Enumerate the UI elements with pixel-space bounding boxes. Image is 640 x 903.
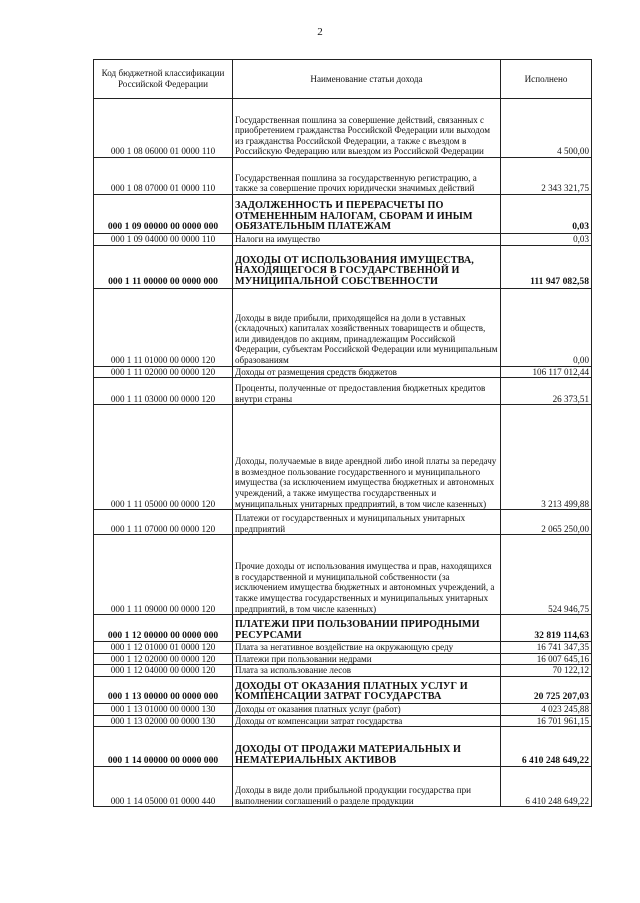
name-cell: Государственная пошлина за государственную регистрацию, а также за совершение прочих юридически значимых действий — [233, 158, 501, 195]
table-row — [94, 195, 592, 234]
revenue-table — [93, 59, 592, 807]
name-cell: Доходы, получаемые в виде арендной либо иной платы за передачу в возмездное пользование государственного и муниципального имущества (за исключением имущества бюджетных и автономных учреждений, а также имущества государственных и муниципальных унитарных предприятий, в том числе казенных) — [233, 405, 501, 510]
amount-cell: 16 007 645,16 — [501, 653, 592, 665]
name-cell: ЗАДОЛЖЕННОСТЬ И ПЕРЕРАСЧЕТЫ ПО ОТМЕНЕННЫМ НАЛОГАМ, СБОРАМ И ИНЫМ ОБЯЗАТЕЛЬНЫМ ПЛАТЕЖАМ — [233, 195, 501, 234]
header-name: Наименование статьи дохода — [233, 60, 501, 99]
amount-cell: 6 410 248 649,22 — [501, 767, 592, 807]
amount-cell: 16 741 347,35 — [501, 642, 592, 654]
name-cell: Доходы в виде прибыли, приходящейся на доли в уставных (складочных) капиталах хозяйственных товариществ и обществ, или дивидендов по акциям, принадлежащим Российской Федерации, субъектам Российской Федерации или муниципальным образованиям — [233, 288, 501, 366]
table-row — [94, 615, 592, 642]
code-cell: 000 1 14 05000 01 0000 440 — [94, 767, 233, 807]
code-cell: 000 1 14 00000 00 0000 000 — [94, 727, 233, 767]
name-cell: Доходы от оказания платных услуг (работ) — [233, 703, 501, 715]
name-cell: Плата за негативное воздействие на окружающую среду — [233, 642, 501, 654]
code-cell: 000 1 11 05000 00 0000 120 — [94, 405, 233, 510]
table-row — [94, 665, 592, 677]
amount-cell: 26 373,51 — [501, 378, 592, 405]
code-cell: 000 1 13 02000 00 0000 130 — [94, 715, 233, 727]
code-cell: 000 1 11 09000 00 0000 120 — [94, 535, 233, 615]
amount-cell: 2 343 321,75 — [501, 158, 592, 195]
table-row — [94, 715, 592, 727]
code-cell: 000 1 12 02000 00 0000 120 — [94, 653, 233, 665]
table-row — [94, 653, 592, 665]
name-cell: Доходы в виде доли прибыльной продукции государства при выполнении соглашений о разделе продукции — [233, 767, 501, 807]
code-cell: 000 1 09 00000 00 0000 000 — [94, 195, 233, 234]
page-number: 2 — [317, 26, 323, 38]
code-cell: 000 1 09 04000 00 0000 110 — [94, 234, 233, 246]
table-row — [94, 158, 592, 195]
code-cell: 000 1 08 07000 01 0000 110 — [94, 158, 233, 195]
header-code: Код бюджетной классификации Российской Федерации — [94, 60, 233, 99]
table-row — [94, 642, 592, 654]
amount-cell: 111 947 082,58 — [501, 245, 592, 288]
amount-cell: 0,03 — [501, 195, 592, 234]
name-cell: Проценты, полученные от предоставления бюджетных кредитов внутри страны — [233, 378, 501, 405]
amount-cell: 524 946,75 — [501, 535, 592, 615]
table-row — [94, 245, 592, 288]
amount-cell: 20 725 207,03 — [501, 676, 592, 703]
name-cell: ДОХОДЫ ОТ ОКАЗАНИЯ ПЛАТНЫХ УСЛУГ И КОМПЕНСАЦИИ ЗАТРАТ ГОСУДАРСТВА — [233, 676, 501, 703]
name-cell: Прочие доходы от использования имущества и прав, находящихся в государственной и муниципальной собственности (за исключением имущества бюджетных и автономных учреждений, а также имущества государственных и муниципальных унитарных предприятий, в том числе казенных) — [233, 535, 501, 615]
table-row — [94, 234, 592, 246]
amount-cell: 0,03 — [501, 234, 592, 246]
table-row — [94, 703, 592, 715]
name-cell: Доходы от компенсации затрат государства — [233, 715, 501, 727]
table-row — [94, 727, 592, 767]
amount-cell: 32 819 114,63 — [501, 615, 592, 642]
amount-cell: 106 117 012,44 — [501, 366, 592, 378]
name-cell: Платежи при пользовании недрами — [233, 653, 501, 665]
table-body — [94, 99, 592, 807]
table-row — [94, 767, 592, 807]
code-cell: 000 1 08 06000 01 0000 110 — [94, 99, 233, 158]
table-row — [94, 510, 592, 535]
name-cell: Плата за использование лесов — [233, 665, 501, 677]
amount-cell: 4 023 245,88 — [501, 703, 592, 715]
amount-cell: 6 410 248 649,22 — [501, 727, 592, 767]
header-amount: Исполнено — [501, 60, 592, 99]
code-cell: 000 1 11 02000 00 0000 120 — [94, 366, 233, 378]
table-row — [94, 378, 592, 405]
table-row — [94, 676, 592, 703]
table-row — [94, 288, 592, 366]
code-cell: 000 1 12 00000 00 0000 000 — [94, 615, 233, 642]
code-cell: 000 1 11 03000 00 0000 120 — [94, 378, 233, 405]
name-cell: Платежи от государственных и муниципальных унитарных предприятий — [233, 510, 501, 535]
name-cell: Доходы от размещения средств бюджетов — [233, 366, 501, 378]
name-cell: Государственная пошлина за совершение действий, связанных с приобретением гражданства Российской Федерации или выходом из гражданства Российской Федерации, а также с въездом в Российскую Федерацию или выездом из Российской Федерации — [233, 99, 501, 158]
code-cell: 000 1 13 01000 00 0000 130 — [94, 703, 233, 715]
amount-cell: 2 065 250,00 — [501, 510, 592, 535]
amount-cell: 0,00 — [501, 288, 592, 366]
name-cell: ДОХОДЫ ОТ ИСПОЛЬЗОВАНИЯ ИМУЩЕСТВА, НАХОДЯЩЕГОСЯ В ГОСУДАРСТВЕННОЙ И МУНИЦИПАЛЬНОЙ СОБСТВЕННОСТИ — [233, 245, 501, 288]
table-row — [94, 99, 592, 158]
code-cell: 000 1 12 04000 00 0000 120 — [94, 665, 233, 677]
table-row — [94, 535, 592, 615]
code-cell: 000 1 11 01000 00 0000 120 — [94, 288, 233, 366]
table-row — [94, 366, 592, 378]
name-cell: Налоги на имущество — [233, 234, 501, 246]
name-cell: ДОХОДЫ ОТ ПРОДАЖИ МАТЕРИАЛЬНЫХ И НЕМАТЕРИАЛЬНЫХ АКТИВОВ — [233, 727, 501, 767]
amount-cell: 16 701 961,15 — [501, 715, 592, 727]
code-cell: 000 1 12 01000 01 0000 120 — [94, 642, 233, 654]
amount-cell: 70 122,12 — [501, 665, 592, 677]
code-cell: 000 1 13 00000 00 0000 000 — [94, 676, 233, 703]
amount-cell: 4 500,00 — [501, 99, 592, 158]
table-header-row — [94, 60, 592, 99]
name-cell: ПЛАТЕЖИ ПРИ ПОЛЬЗОВАНИИ ПРИРОДНЫМИ РЕСУРСАМИ — [233, 615, 501, 642]
code-cell: 000 1 11 00000 00 0000 000 — [94, 245, 233, 288]
code-cell: 000 1 11 07000 00 0000 120 — [94, 510, 233, 535]
amount-cell: 3 213 499,88 — [501, 405, 592, 510]
table-row — [94, 405, 592, 510]
